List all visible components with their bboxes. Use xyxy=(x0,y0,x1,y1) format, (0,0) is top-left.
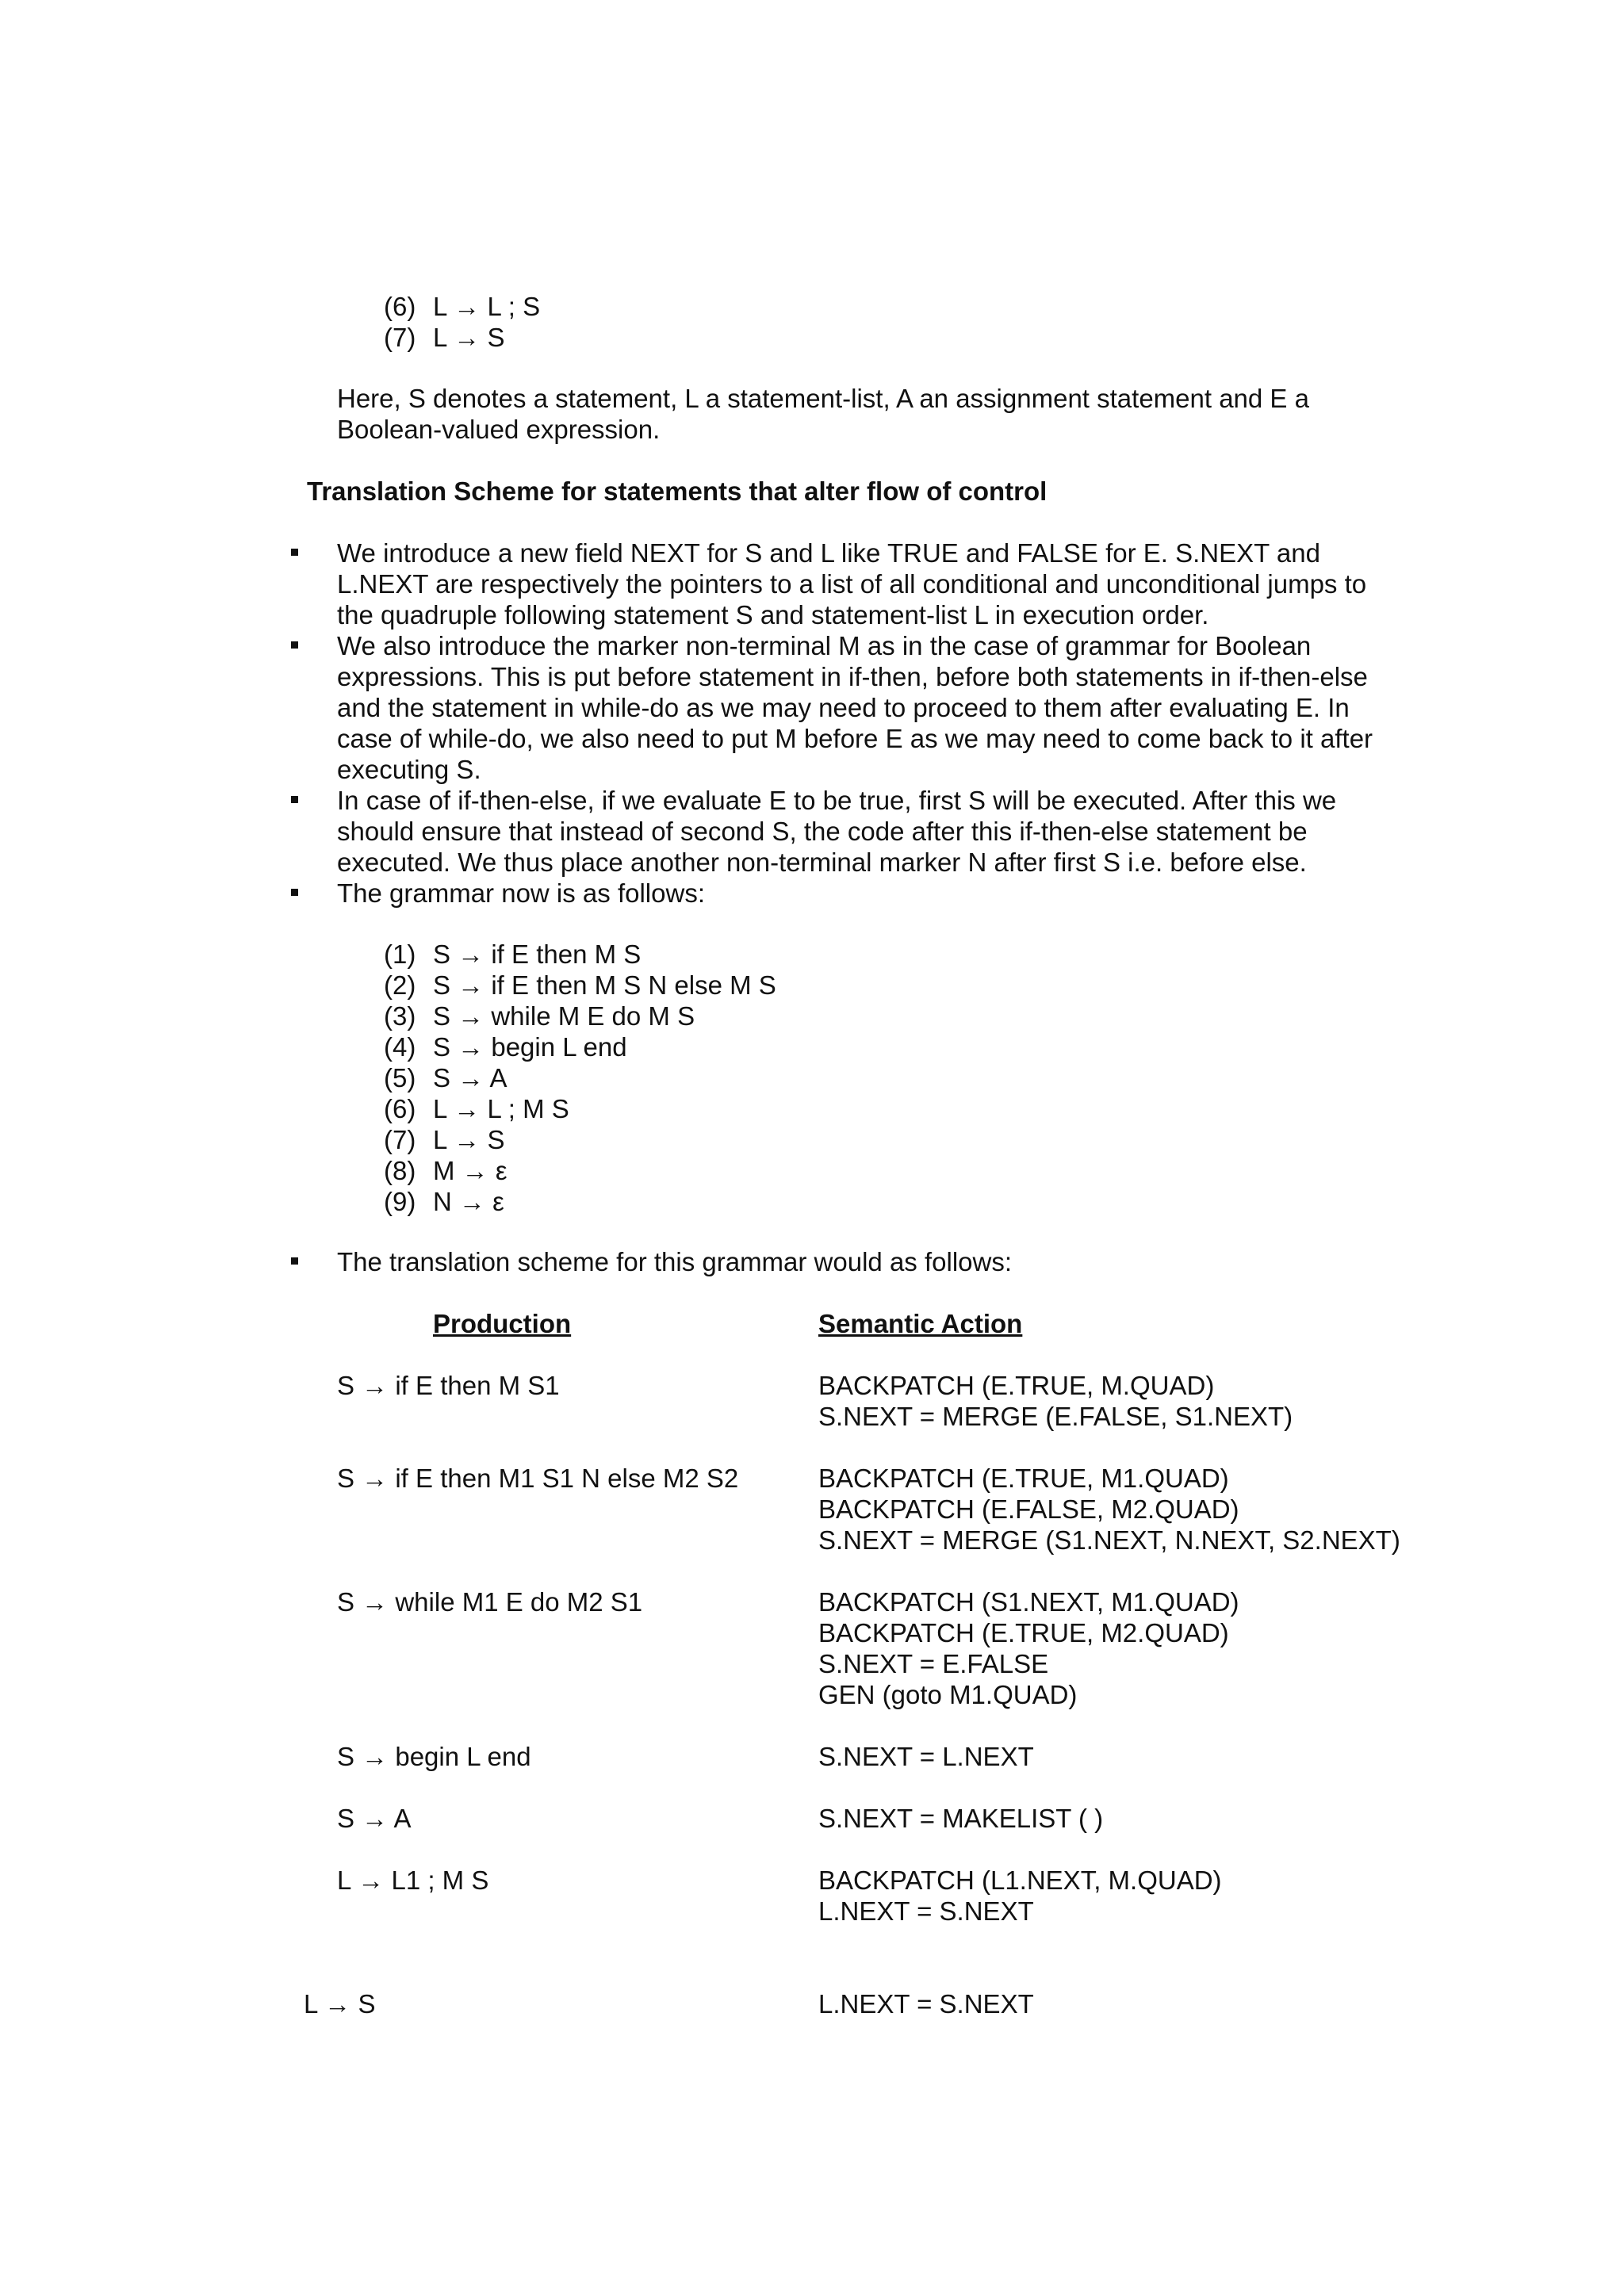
bullet-4-line-1: The grammar now is as follows: xyxy=(337,878,705,908)
table-row-production: S → while M1 E do M2 S1 xyxy=(337,1587,643,1617)
bullet-2-line-2: expressions. This is put before statement in if-then, before both statements in if-then-else xyxy=(337,662,1368,691)
bullet-1-line-3: the quadruple following statement S and statement-list L in execution order. xyxy=(337,600,1209,629)
section-heading: Translation Scheme for statements that alter flow of control xyxy=(307,476,1048,506)
bullet-1-line-2: L.NEXT are respectively the pointers to a list of all conditional and unconditional jumps to xyxy=(337,569,1367,599)
bullet-2-line-4: case of while-do, we also need to put M before E as we may need to come back to it after xyxy=(337,724,1373,753)
top-grammar-rule-7: (7) L → S xyxy=(384,323,505,352)
bullet-marker xyxy=(291,549,298,556)
table-row-production: S → begin L end xyxy=(337,1742,531,1771)
table-row-action: BACKPATCH (E.FALSE, M2.QUAD) xyxy=(818,1494,1239,1524)
intro-line-2: Boolean-valued expression. xyxy=(337,415,661,444)
table-row-action: BACKPATCH (E.TRUE, M.QUAD) xyxy=(818,1371,1215,1400)
grammar-rule-2: (2) S → if E then M S N else M S xyxy=(384,970,776,1000)
column-header-semantic-action: Semantic Action xyxy=(818,1309,1023,1338)
bullet-1-line-1: We introduce a new field NEXT for S and L like TRUE and FALSE for E. S.NEXT and xyxy=(337,538,1320,568)
table-row-action: BACKPATCH (E.TRUE, M2.QUAD) xyxy=(818,1618,1229,1647)
bullet-marker xyxy=(291,889,298,896)
table-row-action: BACKPATCH (L1.NEXT, M.QUAD) xyxy=(818,1866,1222,1895)
grammar-rule-7: (7) L → S xyxy=(384,1125,505,1154)
table-row-action: L.NEXT = S.NEXT xyxy=(818,1896,1034,1926)
table-row-production: L → S xyxy=(304,1989,376,2019)
table-row-action: S.NEXT = MERGE (E.FALSE, S1.NEXT) xyxy=(818,1402,1293,1431)
bullet-5-line-1: The translation scheme for this grammar would as follows: xyxy=(337,1247,1013,1276)
grammar-rule-6: (6) L → L ; M S xyxy=(384,1094,569,1123)
grammar-rule-8: (8) M → ε xyxy=(384,1156,508,1185)
grammar-rule-1: (1) S → if E then M S xyxy=(384,939,642,969)
table-row-action: BACKPATCH (E.TRUE, M1.QUAD) xyxy=(818,1464,1229,1493)
top-grammar-rule-6: (6) L → L ; S xyxy=(384,292,541,321)
table-row-production: S → A xyxy=(337,1804,412,1833)
bullet-marker xyxy=(291,796,298,803)
grammar-rule-3: (3) S → while M E do M S xyxy=(384,1001,695,1031)
bullet-marker xyxy=(291,1257,298,1265)
table-row-action: S.NEXT = MERGE (S1.NEXT, N.NEXT, S2.NEXT) xyxy=(818,1525,1400,1555)
column-header-production: Production xyxy=(433,1309,572,1338)
grammar-rule-9: (9) N → ε xyxy=(384,1187,504,1216)
bullet-2-line-1: We also introduce the marker non-terminal M as in the case of grammar for Boolean xyxy=(337,631,1312,660)
bullet-marker xyxy=(291,641,298,649)
table-row-action: GEN (goto M1.QUAD) xyxy=(818,1680,1078,1709)
bullet-3-line-2: should ensure that instead of second S, the code after this if-then-else statement be xyxy=(337,817,1308,846)
table-row-action: L.NEXT = S.NEXT xyxy=(818,1989,1034,2019)
table-row-action: S.NEXT = E.FALSE xyxy=(818,1649,1049,1678)
grammar-rule-5: (5) S → A xyxy=(384,1063,508,1093)
table-row-production: S → if E then M S1 xyxy=(337,1371,560,1400)
table-row-production: S → if E then M1 S1 N else M2 S2 xyxy=(337,1464,739,1493)
bullet-3-line-1: In case of if-then-else, if we evaluate E to be true, first S will be executed. After this we xyxy=(337,786,1337,815)
bullet-2-line-3: and the statement in while-do as we may need to proceed to them after evaluating E. In xyxy=(337,693,1350,722)
bullet-2-line-5: executing S. xyxy=(337,755,481,784)
intro-line-1: Here, S denotes a statement, L a statement-list, A an assignment statement and E a xyxy=(337,384,1309,413)
table-row-production: L → L1 ; M S xyxy=(337,1866,489,1895)
bullet-3-line-3: executed. We thus place another non-terminal marker N after first S i.e. before else. xyxy=(337,848,1307,877)
table-row-action: BACKPATCH (S1.NEXT, M1.QUAD) xyxy=(818,1587,1239,1617)
grammar-rule-4: (4) S → begin L end xyxy=(384,1032,627,1062)
table-row-action: S.NEXT = L.NEXT xyxy=(818,1742,1034,1771)
table-row-action: S.NEXT = MAKELIST ( ) xyxy=(818,1804,1104,1833)
